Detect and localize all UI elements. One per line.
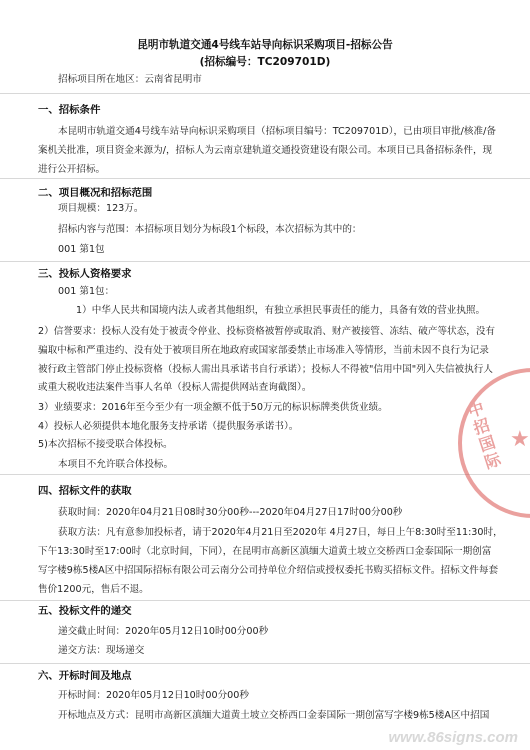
paragraph-line: 被行政主管部门停止投标资格（投标人需出具承诺书自行承诺）；投标人不得被"信用中国"列入失信被执行人 [38, 364, 493, 375]
paragraph-line: 或重大税收违法案件当事人名单（投标人需提供网站查询截图）。 [38, 382, 312, 393]
document-title: 昆明市轨道交通4号线车站导向标识采购项目-招标公告 [137, 39, 393, 51]
paragraph-line: 获取方法：凡有意参加投标者，请于2020年4月21日至2020年 4月27日，每日上午8:30时至11:30时， [58, 527, 503, 538]
divider [0, 474, 530, 475]
paragraph-line: 下午13:30时至17:00时（北京时间，下同），在昆明市高新区滇缅大道黄土坡立交桥西口金泰国际一期创富 [38, 546, 492, 557]
seal-text: 中招国际 [463, 398, 504, 474]
paragraph-line: 项目规模：123万。 [58, 203, 144, 214]
paragraph-line: 5)本次招标不接受联合体投标。 [38, 439, 173, 450]
red-seal-stamp [458, 368, 530, 518]
paragraph-line: 写字楼9栋5楼A区中招国际招标有限公司云南分公司持单位介绍信或授权委托书购买招标文件。招标文件每套 [38, 565, 499, 576]
paragraph-line: 进行公开招标。 [38, 164, 106, 175]
paragraph-line: 001 第1包： [58, 286, 115, 297]
section-heading: 四、招标文件的获取 [38, 485, 132, 497]
divider [0, 261, 530, 262]
paragraph-line: 售价1200元，售后不退。 [38, 584, 149, 595]
paragraph-line: 本项目不允许联合体投标。 [58, 459, 174, 470]
paragraph-line: 1）中华人民共和国境内法人或者其他组织，有独立承担民事责任的能力，具备有效的营业执照。 [76, 305, 486, 316]
section-heading: 六、开标时间及地点 [38, 670, 132, 682]
paragraph-line: 开标时间：2020年05月12日10时00分00秒 [58, 690, 249, 701]
project-location: 招标项目所在地区：云南省昆明市 [58, 74, 202, 85]
site-watermark: www.86signs.com [388, 729, 518, 746]
star-icon: ★ [510, 427, 530, 452]
paragraph-line: 招标内容与范围：本招标项目划分为标段1个标段，本次招标为其中的： [58, 224, 362, 235]
divider [0, 663, 530, 664]
divider [0, 178, 530, 179]
paragraph-line: 2）信誉要求：投标人没有处于被责令停业、投标资格被暂停或取消、财产被接管、冻结、破产等状态，没有 [38, 326, 496, 337]
paragraph-line: 获取时间：2020年04月21日08时30分00秒---2020年04月27日17时00分00秒 [58, 507, 403, 518]
paragraph-line: 案机关批准，项目资金来源为/，招标人为云南京建轨道交通投资建设有限公司。本项目已具备招标条件，现 [38, 145, 493, 156]
paragraph-line: 开标地点及方式：昆明市高新区滇缅大道黄土坡立交桥西口金泰国际一期创富写字楼9栋5楼A区中招国 [58, 710, 490, 721]
section-heading: 三、投标人资格要求 [38, 268, 132, 280]
paragraph-line: 骗取中标和严重违约、没有处于被项目所在地政府或国家部委禁止市场准入等情形，当前未因不良行为记录 [38, 345, 489, 356]
section-heading: 五、投标文件的递交 [38, 605, 132, 617]
paragraph-line: 3）业绩要求：2016年至今至少有一项金额不低于50万元的标识标牌类供货业绩。 [38, 402, 388, 413]
tender-number: (招标编号：TC209701D) [199, 56, 331, 68]
section-heading: 一、招标条件 [38, 104, 101, 116]
divider [0, 600, 530, 601]
divider [0, 93, 530, 94]
paragraph-line: 001 第1包 [58, 244, 105, 255]
paragraph-line: 4）投标人必须提供本地化服务支持承诺（提供服务承诺书）。 [38, 421, 299, 432]
paragraph-line: 递交截止时间：2020年05月12日10时00分00秒 [58, 626, 269, 637]
paragraph-line: 递交方法：现场递交 [58, 645, 145, 656]
paragraph-line: 本昆明市轨道交通4号线车站导向标识采购项目（招标项目编号：TC209701D），已由项目审批/核准/备 [58, 126, 496, 137]
section-heading: 二、项目概况和招标范围 [38, 187, 153, 199]
